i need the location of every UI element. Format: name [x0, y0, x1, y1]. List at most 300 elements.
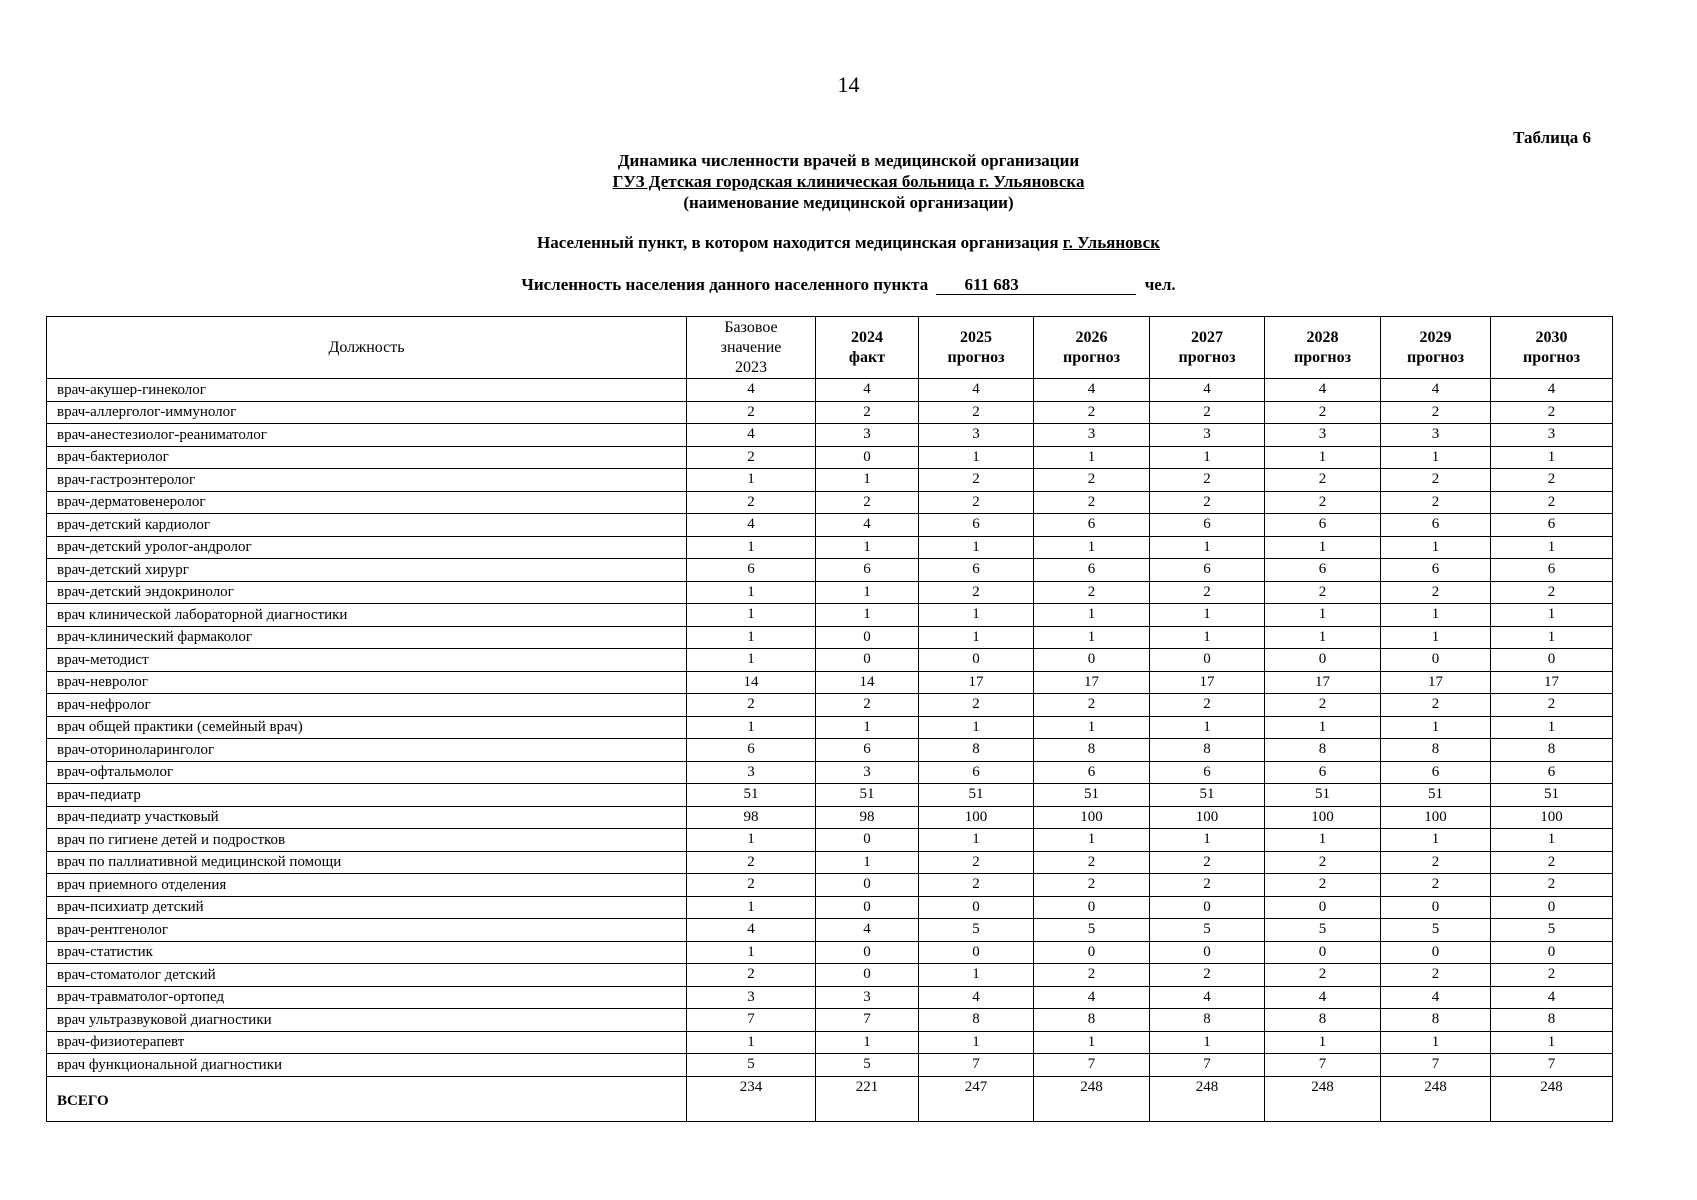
value-cell: 3: [1265, 424, 1381, 447]
total-cell: 247: [919, 1076, 1034, 1121]
value-cell: 2: [687, 851, 816, 874]
header-year: [1034, 317, 1150, 379]
position-cell: врач по паллиативной медицинской помощи: [47, 851, 687, 874]
value-cell: 1: [816, 1031, 919, 1054]
value-cell: 6: [1491, 761, 1613, 784]
header-year-kind: факт: [848, 348, 886, 366]
value-cell: 2: [816, 491, 919, 514]
value-cell: 4: [1265, 379, 1381, 402]
value-cell: 5: [1491, 919, 1613, 942]
position-cell: врач функциональной диагностики: [47, 1054, 687, 1077]
value-cell: 1: [1381, 446, 1491, 469]
value-cell: 0: [919, 941, 1034, 964]
total-cell: 248: [1034, 1076, 1150, 1121]
value-cell: 1: [1491, 626, 1613, 649]
value-cell: 4: [816, 379, 919, 402]
value-cell: 2: [687, 964, 816, 987]
value-cell: 0: [1491, 896, 1613, 919]
total-cell: 221: [816, 1076, 919, 1121]
value-cell: 7: [1150, 1054, 1265, 1077]
value-cell: 1: [1265, 446, 1381, 469]
value-cell: 1: [1150, 716, 1265, 739]
value-cell: 17: [1265, 671, 1381, 694]
value-cell: 2: [1150, 694, 1265, 717]
position-cell: врач-рентгенолог: [47, 919, 687, 942]
table-row: [47, 919, 1613, 942]
value-cell: 2: [1381, 851, 1491, 874]
settlement-value: г. Ульяновск: [1062, 233, 1160, 252]
value-cell: 1: [1491, 536, 1613, 559]
value-cell: 2: [1034, 694, 1150, 717]
value-cell: 7: [1491, 1054, 1613, 1077]
value-cell: 5: [816, 1054, 919, 1077]
table-row: [47, 379, 1613, 402]
position-cell: врач-стоматолог детский: [47, 964, 687, 987]
value-cell: 0: [816, 446, 919, 469]
table-row: [47, 851, 1613, 874]
value-cell: 2: [1381, 491, 1491, 514]
value-cell: 0: [919, 896, 1034, 919]
value-cell: 4: [1034, 379, 1150, 402]
value-cell: 6: [1381, 559, 1491, 582]
value-cell: 3: [816, 761, 919, 784]
value-cell: 1: [1381, 829, 1491, 852]
header-year: [816, 317, 919, 379]
value-cell: 100: [1150, 806, 1265, 829]
table-row: [47, 671, 1613, 694]
value-cell: 2: [1034, 469, 1150, 492]
header-year-kind: прогноз: [1062, 348, 1121, 366]
value-cell: 0: [1265, 896, 1381, 919]
value-cell: 1: [1034, 604, 1150, 627]
value-cell: 98: [687, 806, 816, 829]
position-cell: врач приемного отделения: [47, 874, 687, 897]
value-cell: 1: [1034, 626, 1150, 649]
position-cell: врач-аллерголог-иммунолог: [47, 401, 687, 424]
value-cell: 1: [687, 581, 816, 604]
total-label: ВСЕГО: [47, 1076, 687, 1121]
value-cell: 6: [1491, 514, 1613, 537]
value-cell: 2: [687, 874, 816, 897]
value-cell: 6: [687, 739, 816, 762]
value-cell: 2: [1265, 851, 1381, 874]
position-cell: врач-анестезиолог-реаниматолог: [47, 424, 687, 447]
value-cell: 1: [1381, 716, 1491, 739]
value-cell: 7: [816, 1009, 919, 1032]
value-cell: 5: [1265, 919, 1381, 942]
value-cell: 6: [816, 559, 919, 582]
value-cell: 1: [1150, 536, 1265, 559]
value-cell: 1: [1034, 829, 1150, 852]
value-cell: 2: [687, 401, 816, 424]
table-row: [47, 514, 1613, 537]
position-cell: врач-детский кардиолог: [47, 514, 687, 537]
position-cell: врач-психиатр детский: [47, 896, 687, 919]
value-cell: 7: [687, 1009, 816, 1032]
value-cell: 100: [1265, 806, 1381, 829]
value-cell: 1: [1491, 716, 1613, 739]
value-cell: 1: [1034, 536, 1150, 559]
value-cell: 0: [816, 626, 919, 649]
value-cell: 4: [919, 986, 1034, 1009]
header-base-line: 2023: [735, 358, 767, 376]
table-row: [47, 1031, 1613, 1054]
value-cell: 4: [687, 919, 816, 942]
value-cell: 6: [1265, 514, 1381, 537]
value-cell: 51: [816, 784, 919, 807]
value-cell: 1: [1381, 1031, 1491, 1054]
value-cell: 2: [687, 446, 816, 469]
value-cell: 6: [1381, 761, 1491, 784]
header-year-number: 2025: [960, 328, 992, 346]
position-cell: врач-клинический фармаколог: [47, 626, 687, 649]
value-cell: 4: [1150, 379, 1265, 402]
value-cell: 1: [816, 604, 919, 627]
value-cell: 6: [919, 761, 1034, 784]
value-cell: 8: [1034, 739, 1150, 762]
value-cell: 2: [1150, 469, 1265, 492]
value-cell: 4: [687, 514, 816, 537]
settlement-line: [0, 233, 1697, 253]
value-cell: 1: [919, 446, 1034, 469]
value-cell: 1: [816, 851, 919, 874]
value-cell: 4: [687, 424, 816, 447]
value-cell: 0: [1034, 649, 1150, 672]
table-row: [47, 649, 1613, 672]
value-cell: 1: [816, 469, 919, 492]
value-cell: 1: [919, 964, 1034, 987]
value-cell: 5: [1034, 919, 1150, 942]
value-cell: 8: [1265, 1009, 1381, 1032]
table-row: [47, 469, 1613, 492]
header-year-kind: прогноз: [947, 348, 1005, 366]
value-cell: 2: [919, 874, 1034, 897]
table-row: [47, 829, 1613, 852]
table-body: [47, 379, 1613, 1077]
position-cell: врач по гигиене детей и подростков: [47, 829, 687, 852]
table-row: [47, 559, 1613, 582]
value-cell: 2: [919, 491, 1034, 514]
value-cell: 1: [1491, 604, 1613, 627]
value-cell: 1: [919, 1031, 1034, 1054]
value-cell: 1: [1034, 1031, 1150, 1054]
value-cell: 17: [919, 671, 1034, 694]
value-cell: 0: [816, 829, 919, 852]
value-cell: 1: [1491, 446, 1613, 469]
value-cell: 2: [919, 851, 1034, 874]
value-cell: 2: [1491, 491, 1613, 514]
position-cell: врач-дерматовенеролог: [47, 491, 687, 514]
header-base-line: Базовое: [724, 318, 778, 336]
value-cell: 2: [1265, 964, 1381, 987]
value-cell: 2: [919, 469, 1034, 492]
value-cell: 0: [919, 649, 1034, 672]
position-cell: врач-методист: [47, 649, 687, 672]
value-cell: 1: [1265, 536, 1381, 559]
position-cell: врач общей практики (семейный врач): [47, 716, 687, 739]
value-cell: 8: [1491, 739, 1613, 762]
position-cell: врач-гастроэнтеролог: [47, 469, 687, 492]
position-cell: врач ультразвуковой диагностики: [47, 1009, 687, 1032]
value-cell: 1: [1150, 626, 1265, 649]
total-row: [47, 1076, 1613, 1121]
table-row: [47, 941, 1613, 964]
value-cell: 2: [1491, 401, 1613, 424]
value-cell: 1: [1034, 716, 1150, 739]
doctors-table: [46, 316, 1613, 1122]
value-cell: 98: [816, 806, 919, 829]
value-cell: 6: [1034, 559, 1150, 582]
value-cell: 7: [1381, 1054, 1491, 1077]
value-cell: 1: [1265, 604, 1381, 627]
header-base-line: значение: [720, 338, 782, 356]
value-cell: 2: [919, 581, 1034, 604]
value-cell: 4: [816, 919, 919, 942]
value-cell: 2: [1491, 964, 1613, 987]
header-year: [1265, 317, 1381, 379]
header-year-number: 2030: [1535, 328, 1568, 346]
value-cell: 51: [1034, 784, 1150, 807]
value-cell: 1: [687, 716, 816, 739]
value-cell: 8: [1491, 1009, 1613, 1032]
value-cell: 4: [816, 514, 919, 537]
value-cell: 8: [1034, 1009, 1150, 1032]
population-label: Численность населения данного населенного пункта: [521, 275, 929, 294]
value-cell: 3: [1491, 424, 1613, 447]
value-cell: 1: [1265, 1031, 1381, 1054]
value-cell: 51: [1150, 784, 1265, 807]
value-cell: 2: [1150, 581, 1265, 604]
value-cell: 0: [816, 941, 919, 964]
value-cell: 1: [816, 581, 919, 604]
value-cell: 1: [919, 716, 1034, 739]
value-cell: 8: [1150, 1009, 1265, 1032]
value-cell: 6: [1034, 514, 1150, 537]
position-cell: врач-акушер-гинеколог: [47, 379, 687, 402]
value-cell: 1: [1491, 829, 1613, 852]
table-row: [47, 739, 1613, 762]
value-cell: 0: [1491, 941, 1613, 964]
value-cell: 1: [687, 649, 816, 672]
value-cell: 2: [1491, 694, 1613, 717]
value-cell: 4: [1150, 986, 1265, 1009]
header-year: [1381, 317, 1491, 379]
value-cell: 1: [1150, 1031, 1265, 1054]
value-cell: 0: [1150, 941, 1265, 964]
value-cell: 51: [1381, 784, 1491, 807]
value-cell: 0: [1034, 896, 1150, 919]
value-cell: 100: [1381, 806, 1491, 829]
value-cell: 2: [687, 491, 816, 514]
value-cell: 17: [1034, 671, 1150, 694]
value-cell: 3: [687, 761, 816, 784]
value-cell: 1: [1381, 626, 1491, 649]
value-cell: 1: [816, 536, 919, 559]
value-cell: 2: [1491, 469, 1613, 492]
value-cell: 100: [1034, 806, 1150, 829]
table-row: [47, 784, 1613, 807]
value-cell: 2: [1034, 401, 1150, 424]
value-cell: 3: [816, 424, 919, 447]
value-cell: 0: [1265, 649, 1381, 672]
value-cell: 0: [1381, 896, 1491, 919]
value-cell: 0: [1381, 941, 1491, 964]
value-cell: 2: [1150, 874, 1265, 897]
value-cell: 6: [1034, 761, 1150, 784]
table-row: [47, 604, 1613, 627]
value-cell: 17: [1150, 671, 1265, 694]
total-cell: 234: [687, 1076, 816, 1121]
value-cell: 5: [919, 919, 1034, 942]
value-cell: 8: [1150, 739, 1265, 762]
value-cell: 2: [1381, 581, 1491, 604]
position-cell: врач-педиатр: [47, 784, 687, 807]
value-cell: 0: [1265, 941, 1381, 964]
table-row: [47, 446, 1613, 469]
table-row: [47, 1009, 1613, 1032]
value-cell: 1: [1265, 626, 1381, 649]
table-row: [47, 626, 1613, 649]
value-cell: 2: [1265, 469, 1381, 492]
value-cell: 17: [1491, 671, 1613, 694]
value-cell: 1: [687, 941, 816, 964]
header-position: Должность: [47, 317, 687, 379]
value-cell: 2: [1491, 874, 1613, 897]
value-cell: 1: [687, 469, 816, 492]
value-cell: 2: [1265, 694, 1381, 717]
value-cell: 4: [1381, 379, 1491, 402]
table-header-row: [47, 317, 1613, 379]
value-cell: 8: [1265, 739, 1381, 762]
value-cell: 0: [816, 964, 919, 987]
value-cell: 1: [687, 604, 816, 627]
value-cell: 100: [919, 806, 1034, 829]
table-row: [47, 401, 1613, 424]
value-cell: 6: [1491, 559, 1613, 582]
value-cell: 2: [1034, 491, 1150, 514]
total-cell: 248: [1381, 1076, 1491, 1121]
organization-name: ГУЗ Детская городская клиническая больница г. Ульяновска: [612, 172, 1085, 191]
header-year-number: 2026: [1075, 328, 1108, 346]
header-base-value: [687, 317, 816, 379]
value-cell: 0: [816, 896, 919, 919]
value-cell: 51: [687, 784, 816, 807]
value-cell: 1: [919, 604, 1034, 627]
value-cell: 3: [1381, 424, 1491, 447]
position-cell: врач-статистик: [47, 941, 687, 964]
value-cell: 6: [816, 739, 919, 762]
value-cell: 6: [1150, 761, 1265, 784]
value-cell: 4: [1491, 379, 1613, 402]
value-cell: 1: [1150, 604, 1265, 627]
value-cell: 0: [816, 874, 919, 897]
value-cell: 2: [919, 401, 1034, 424]
value-cell: 1: [687, 626, 816, 649]
page-number: 14: [837, 72, 860, 97]
value-cell: 4: [1491, 986, 1613, 1009]
value-cell: 14: [816, 671, 919, 694]
value-cell: 1: [1265, 716, 1381, 739]
settlement-label: Населенный пункт, в котором находится медицинская организация: [537, 233, 1059, 252]
value-cell: 0: [1491, 649, 1613, 672]
value-cell: 2: [919, 694, 1034, 717]
header-year: [1150, 317, 1265, 379]
value-cell: 6: [687, 559, 816, 582]
position-cell: врач-педиатр участковый: [47, 806, 687, 829]
value-cell: 3: [919, 424, 1034, 447]
value-cell: 4: [1265, 986, 1381, 1009]
value-cell: 2: [1034, 964, 1150, 987]
value-cell: 51: [919, 784, 1034, 807]
value-cell: 2: [1150, 964, 1265, 987]
table-row: [47, 536, 1613, 559]
value-cell: 1: [687, 829, 816, 852]
value-cell: 2: [1381, 694, 1491, 717]
value-cell: 1: [919, 536, 1034, 559]
table-row: [47, 491, 1613, 514]
position-cell: врач-нефролог: [47, 694, 687, 717]
value-cell: 6: [919, 559, 1034, 582]
value-cell: 4: [687, 379, 816, 402]
value-cell: 2: [1265, 874, 1381, 897]
value-cell: 1: [1265, 829, 1381, 852]
value-cell: 1: [687, 896, 816, 919]
header-year-kind: прогноз: [1293, 348, 1352, 366]
header-year: [919, 317, 1034, 379]
value-cell: 4: [919, 379, 1034, 402]
organization-caption: (наименование медицинской организации): [683, 193, 1014, 212]
header-year-number: 2029: [1419, 328, 1452, 346]
value-cell: 8: [919, 1009, 1034, 1032]
position-cell: врач-детский уролог-андролог: [47, 536, 687, 559]
value-cell: 3: [1034, 424, 1150, 447]
position-cell: врач-невролог: [47, 671, 687, 694]
value-cell: 0: [1150, 649, 1265, 672]
table-row: [47, 964, 1613, 987]
table-row: [47, 694, 1613, 717]
value-cell: 51: [1265, 784, 1381, 807]
value-cell: 14: [687, 671, 816, 694]
value-cell: 2: [1150, 491, 1265, 514]
header-year-kind: прогноз: [1522, 348, 1581, 366]
value-cell: 1: [687, 1031, 816, 1054]
value-cell: 7: [1265, 1054, 1381, 1077]
value-cell: 8: [1381, 739, 1491, 762]
position-cell: врач-офтальмолог: [47, 761, 687, 784]
value-cell: 2: [687, 694, 816, 717]
position-cell: врач клинической лабораторной диагностики: [47, 604, 687, 627]
value-cell: 2: [1381, 964, 1491, 987]
value-cell: 1: [1381, 604, 1491, 627]
table-row: [47, 806, 1613, 829]
total-cell: 248: [1265, 1076, 1381, 1121]
value-cell: 1: [1381, 536, 1491, 559]
value-cell: 0: [1381, 649, 1491, 672]
total-cell: 248: [1150, 1076, 1265, 1121]
value-cell: 1: [919, 829, 1034, 852]
value-cell: 2: [1381, 874, 1491, 897]
position-cell: врач-оториноларинголог: [47, 739, 687, 762]
value-cell: 3: [687, 986, 816, 1009]
title-line: Динамика численности врачей в медицинской организации: [617, 151, 1080, 170]
value-cell: 2: [1150, 401, 1265, 424]
value-cell: 1: [1150, 829, 1265, 852]
value-cell: 1: [1034, 446, 1150, 469]
value-cell: 4: [1034, 986, 1150, 1009]
table-row: [47, 874, 1613, 897]
value-cell: 8: [919, 739, 1034, 762]
value-cell: 3: [816, 986, 919, 1009]
